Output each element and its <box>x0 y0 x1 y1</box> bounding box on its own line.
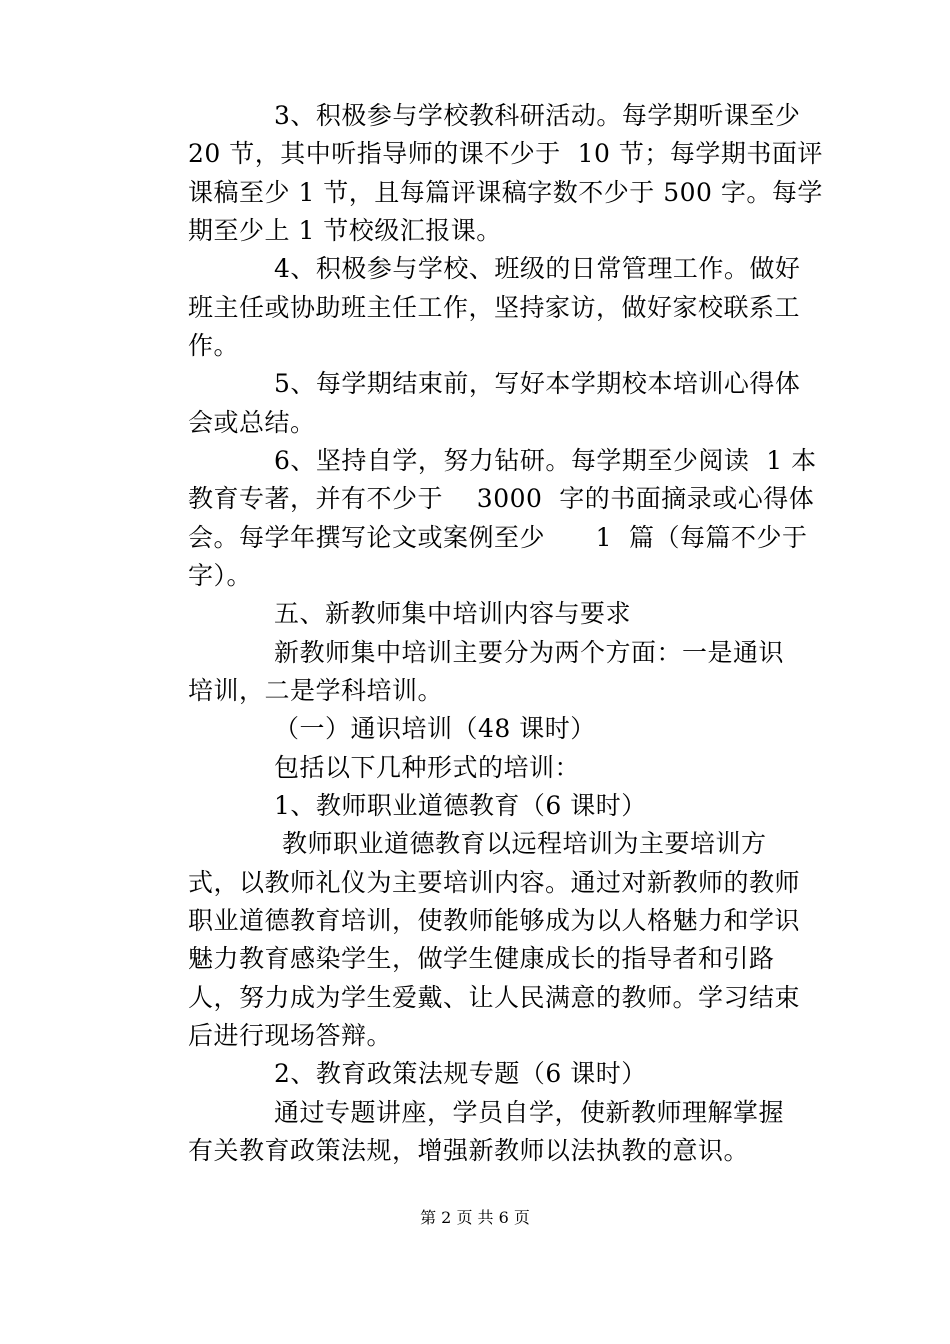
text-line: 教师职业道德教育以远程培训为主要培训方 <box>282 829 767 858</box>
text-line: 包括以下几种形式的培训： <box>274 753 581 782</box>
text-line: 式，以教师礼仪为主要培训内容。通过对新教师的教师 <box>188 868 801 897</box>
page-footer: 第 2 页 共 6 页 <box>420 1208 530 1227</box>
subsection-heading: （一）通识培训（48 课时） <box>274 714 596 743</box>
text-line: 课稿至少 1 节，且每篇评课稿字数不少于 500 字。每学 <box>188 178 823 207</box>
text-line: 3、积极参与学校教科研活动。每学期听课至少 <box>274 101 801 130</box>
text-line: 新教师集中培训主要分为两个方面：一是通识 <box>274 638 785 667</box>
item-heading: 1、教师职业道德教育（6 课时） <box>274 791 647 820</box>
text-line: 6、坚持自学，努力钻研。每学期至少阅读 1 本 <box>274 446 817 475</box>
text-line: 有关教育政策法规，增强新教师以法执教的意识。 <box>188 1136 750 1165</box>
text-line: 魅力教育感染学生，做学生健康成长的指导者和引路 <box>188 944 775 973</box>
text-line: 会。每学年撰写论文或案例至少 1 篇（每篇不少于 <box>188 523 808 552</box>
text-line: 会或总结。 <box>188 408 316 437</box>
text-line: 教育专著，并有不少于 3000 字的书面摘录或心得体 <box>188 484 815 513</box>
text-line: 4、积极参与学校、班级的日常管理工作。做好 <box>274 254 801 283</box>
text-line: 班主任或协助班主任工作，坚持家访，做好家校联系工 <box>188 293 801 322</box>
text-line: 人，努力成为学生爱戴、让人民满意的教师。学习结束 <box>188 983 801 1012</box>
text-line: 字）。 <box>188 561 253 590</box>
text-line: 后进行现场答辩。 <box>188 1021 393 1050</box>
section-heading: 五、新教师集中培训内容与要求 <box>274 599 632 628</box>
item-heading: 2、教育政策法规专题（6 课时） <box>274 1059 647 1088</box>
text-line: 20 节，其中听指导师的课不少于 10 节；每学期书面评 <box>188 139 823 168</box>
text-line: 培训，二是学科培训。 <box>188 676 444 705</box>
text-line: 期至少上 1 节校级汇报课。 <box>188 216 502 245</box>
text-line: 职业道德教育培训，使教师能够成为以人格魅力和学识 <box>188 906 801 935</box>
text-line: 5、每学期结束前，写好本学期校本培训心得体 <box>274 369 801 398</box>
text-line: 通过专题讲座，学员自学，使新教师理解掌握 <box>274 1098 785 1127</box>
text-line: 作。 <box>188 331 240 360</box>
